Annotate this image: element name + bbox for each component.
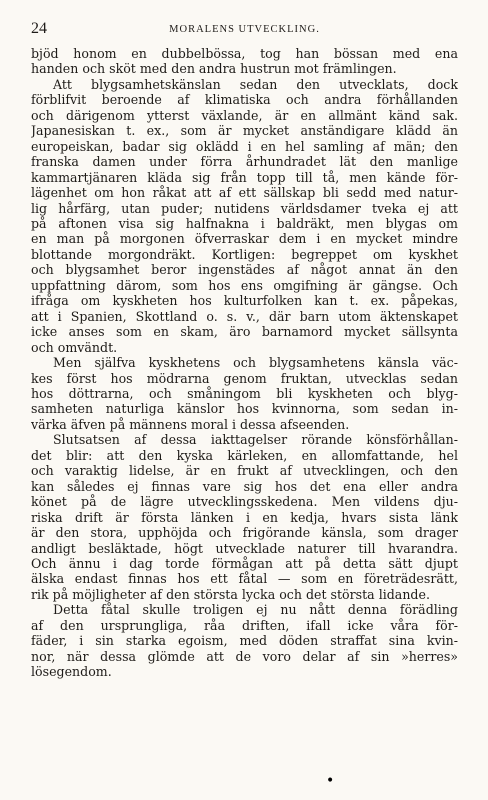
text-line: lig hårfärg, utan puder; nutidens världsdamer tveka ej att [31, 200, 458, 216]
text-line: uppfattning därom, som hos ens omgifning är gängse. Och [31, 277, 458, 293]
text-line: fäder, i sin starka egoism, med döden straffat sina kvin- [31, 633, 458, 649]
text-line: lägenhet om hon råkat att af ett sällskap bli sedd med natur- [31, 185, 458, 201]
text-line: Japanesiskan t. ex., som är mycket anständigare klädd än [31, 123, 458, 139]
text-line: och blygsamhet beror ingenstädes af något annat än den [31, 262, 458, 278]
text-line: kes först hos mödrarna genom fruktan, utvecklas sedan [31, 370, 458, 386]
text-line: riska drift är första länken i en kedja, hvars sista länk [31, 509, 458, 525]
running-head: MORALENS UTVECKLING. [169, 24, 320, 35]
text-line: Detta fåtal skulle troligen ej nu nått denna förädling [53, 602, 458, 618]
text-line: älska endast finnas hos ett fåtal — som en företrädesrätt, [31, 571, 458, 587]
text-line: en man på morgonen öfverraskar dem i en mycket mindre [31, 231, 458, 247]
text-line: förblifvit beroende af klimatiska och andra förhållanden [31, 92, 458, 108]
text-line: och därigenom ytterst växlande, är en allmänt känd sak. [31, 107, 458, 123]
text-line: handen och sköt med den andra hustrun mot främlingen. [31, 61, 397, 77]
text-line: icke anses som en skam, äro barnamord mycket sällsynta [31, 324, 458, 340]
text-line: Att blygsamhetskänslan sedan den utvecklats, dock [53, 76, 458, 92]
text-line: kan således ej finnas vare sig hos det ena eller andra [31, 478, 458, 494]
text-line: Slutsatsen af dessa iakttagelser rörande könsförhållan- [53, 432, 458, 448]
text-line: könet på de lägre utvecklingsskedena. Men vildens dju- [31, 494, 458, 510]
text-line: nor, när dessa glömde att de voro delar af sin »herres» [31, 648, 458, 664]
text-line: och omvändt. [31, 339, 118, 355]
text-line: af den ursprungliga, råa driften, ifall icke våra för- [31, 617, 458, 633]
text-line: franska damen under förra århundradet lät den manlige [31, 154, 458, 170]
text-line: på aftonen visa sig halfnakna i baldräkt, men blygas om [31, 215, 458, 231]
footer-mark: • [326, 773, 335, 789]
text-line: värka äfven på männens moral i dessa afseenden. [31, 416, 350, 432]
text-line: ifråga om kyskheten hos kulturfolken kan t. ex. påpekas, [31, 293, 458, 309]
page-header [31, 20, 458, 46]
text-line: det blir: att den kyska kärleken, en allomfattande, hel [31, 447, 458, 463]
text-line: Och ännu i dag torde förmågan att på detta sätt djupt [31, 555, 458, 571]
text-line: blottande morgondräkt. Kortligen: begreppet om kyskhet [31, 246, 458, 262]
text-line: andligt besläktade, högt utvecklade naturer till hvarandra. [31, 540, 458, 556]
text-line: europeiskan, badar sig oklädd i en hel samling af män; den [31, 138, 458, 154]
text-line: rik på möjligheter af den största lycka och det största lidande. [31, 586, 430, 602]
page-number: 24 [31, 20, 47, 37]
text-line: samheten naturliga känslor hos kvinnorna, som sedan in- [31, 401, 458, 417]
text-line: bjöd honom en dubbelbössa, tog han bössan med ena [31, 46, 458, 61]
text-line: att i Spanien, Skottland o. s. v., där barn utom äktenskapet [31, 308, 458, 324]
text-line: hos döttrarna, och småningom bli kyskheten och blyg- [31, 385, 458, 401]
body-text [31, 46, 458, 680]
text-line: är den stora, upphöjda och frigörande känsla, som drager [31, 525, 458, 541]
text-line: Men själfva kyskhetens och blygsamhetens känsla väc- [53, 355, 458, 371]
text-line: kammartjänaren kläda sig från topp till tå, men kände för- [31, 169, 458, 185]
text-line: lösegendom. [31, 664, 112, 680]
text-line: och varaktig lidelse, är en frukt af utvecklingen, och den [31, 463, 458, 479]
